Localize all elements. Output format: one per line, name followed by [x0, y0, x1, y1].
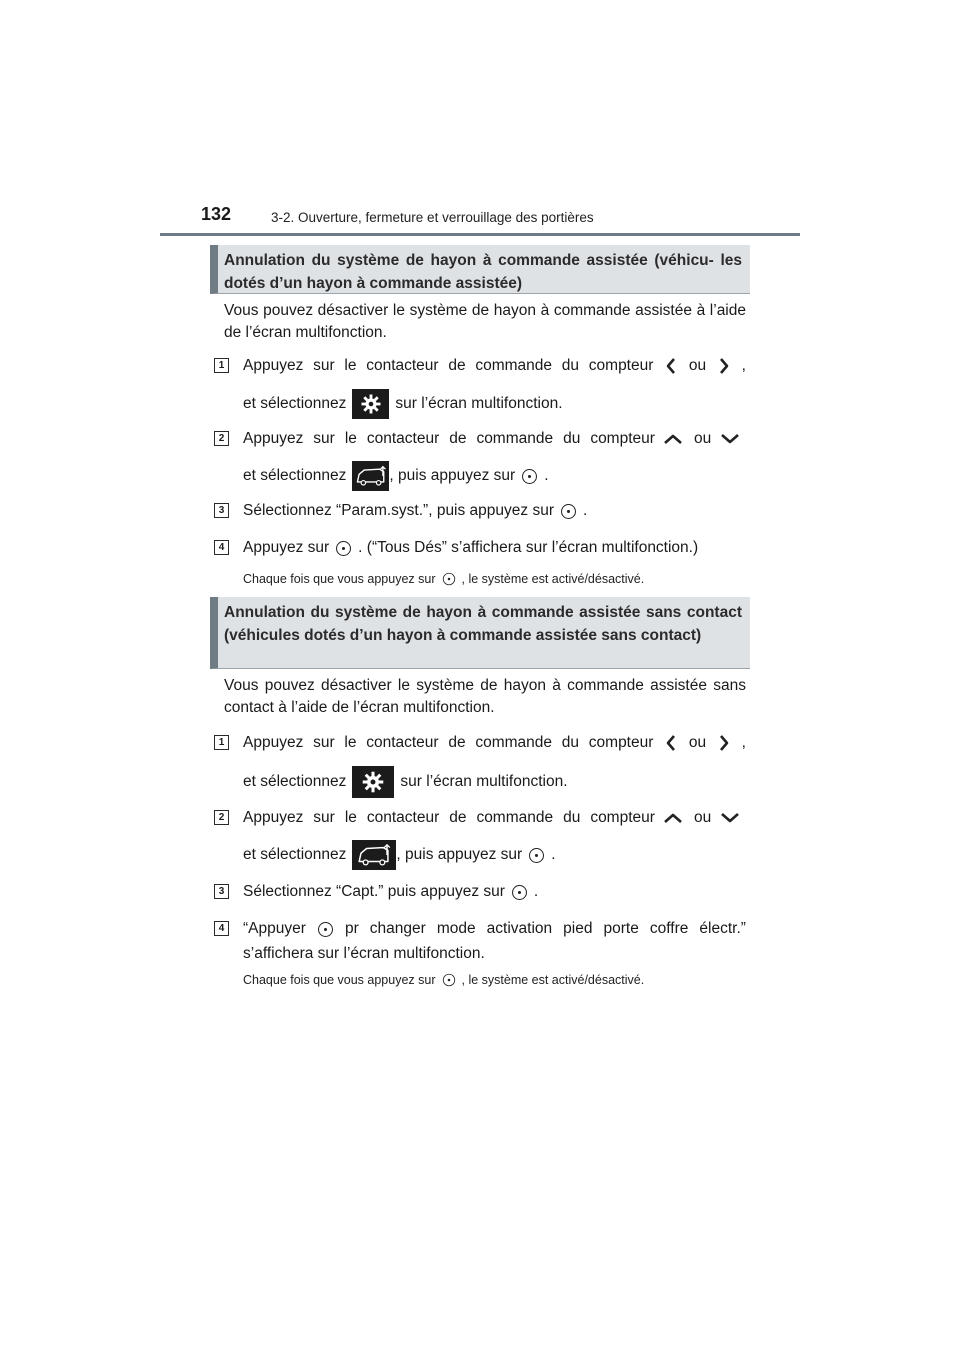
gear-icon: [352, 766, 394, 798]
step-2-line-2: et sélectionnez , puis appuyez sur .: [243, 461, 746, 491]
step-1-line-1: Appuyez sur le contacteur de commande du compteur ou ,: [243, 357, 746, 374]
step-number: 1: [214, 735, 229, 750]
chevron-left-icon: [663, 357, 679, 375]
step-1-line-2: et sélectionnez sur l’écran multifonction.: [243, 766, 746, 798]
ok-button-icon: [511, 884, 528, 901]
step-2-line-1: Appuyez sur le contacteur de commande du compteur ou: [243, 807, 746, 829]
ok-button-icon: [521, 468, 538, 485]
step-3-line: Sélectionnez “Param.syst.”, puis appuyez sur .: [243, 502, 588, 519]
step-4-line-1: “Appuyer pr changer mode activation pied porte coffre électr.”: [243, 920, 746, 937]
chevron-up-icon: [662, 433, 684, 445]
header-divider: [160, 233, 800, 236]
section-intro: Vous pouvez désactiver le système de hayon à commande assistée à l’aide de l’écran multifonction.: [224, 302, 746, 341]
ok-button-icon: [317, 921, 334, 938]
chevron-down-icon: [719, 433, 741, 445]
ok-button-icon: [442, 572, 456, 586]
chevron-right-icon: [716, 357, 732, 375]
step-3-line: Sélectionnez “Capt.” puis appuyez sur .: [243, 883, 539, 900]
step-2-line-1: Appuyez sur le contacteur de commande du compteur ou: [243, 428, 746, 450]
step-2-line-2: et sélectionnez , puis appuyez sur .: [243, 840, 746, 870]
chapter-title: 3-2. Ouverture, fermeture et verrouillage des portières: [271, 210, 594, 225]
step-number: 3: [214, 884, 229, 899]
step-number: 4: [214, 540, 229, 555]
section-heading-power-tailgate: Annulation du système de hayon à commande assistée (véhicu- les dotés d’un hayon à commande assistée): [210, 245, 750, 294]
note: Chaque fois que vous appuyez sur , le système est activé/désactivé.: [243, 572, 645, 586]
chevron-left-icon: [663, 734, 679, 752]
section-heading-hands-free-tailgate: Annulation du système de hayon à commande assistée sans contact (véhicules dotés d’un hayon à commande assistée sans contact): [210, 597, 750, 669]
page-number: 132: [201, 204, 232, 224]
section-intro: Vous pouvez désactiver le système de hayon à commande assistée sans contact à l’aide de l’écran multifonction.: [224, 677, 746, 716]
note: Chaque fois que vous appuyez sur , le système est activé/désactivé.: [243, 973, 645, 987]
chevron-up-icon: [662, 812, 684, 824]
ok-button-icon: [560, 503, 577, 520]
step-1-line-2: et sélectionnez sur l’écran multifonction.: [243, 389, 746, 419]
step-number: 2: [214, 431, 229, 446]
ok-button-icon: [442, 973, 456, 987]
gear-icon: [352, 389, 389, 419]
step-1-line-1: Appuyez sur le contacteur de commande du compteur ou ,: [243, 734, 746, 751]
ok-button-icon: [528, 847, 545, 864]
chevron-right-icon: [716, 734, 732, 752]
step-4-line: Appuyez sur . (“Tous Dés” s’affichera sur l’écran multifonction.): [243, 539, 699, 556]
step-number: 4: [214, 921, 229, 936]
step-number: 3: [214, 503, 229, 518]
power-tailgate-icon: [352, 461, 389, 491]
step-number: 2: [214, 810, 229, 825]
step-number: 1: [214, 358, 229, 373]
ok-button-icon: [335, 540, 352, 557]
step-4-line-2: s’affichera sur l’écran multifonction.: [243, 945, 485, 962]
chevron-down-icon: [719, 812, 741, 824]
power-tailgate-icon: [352, 840, 396, 870]
